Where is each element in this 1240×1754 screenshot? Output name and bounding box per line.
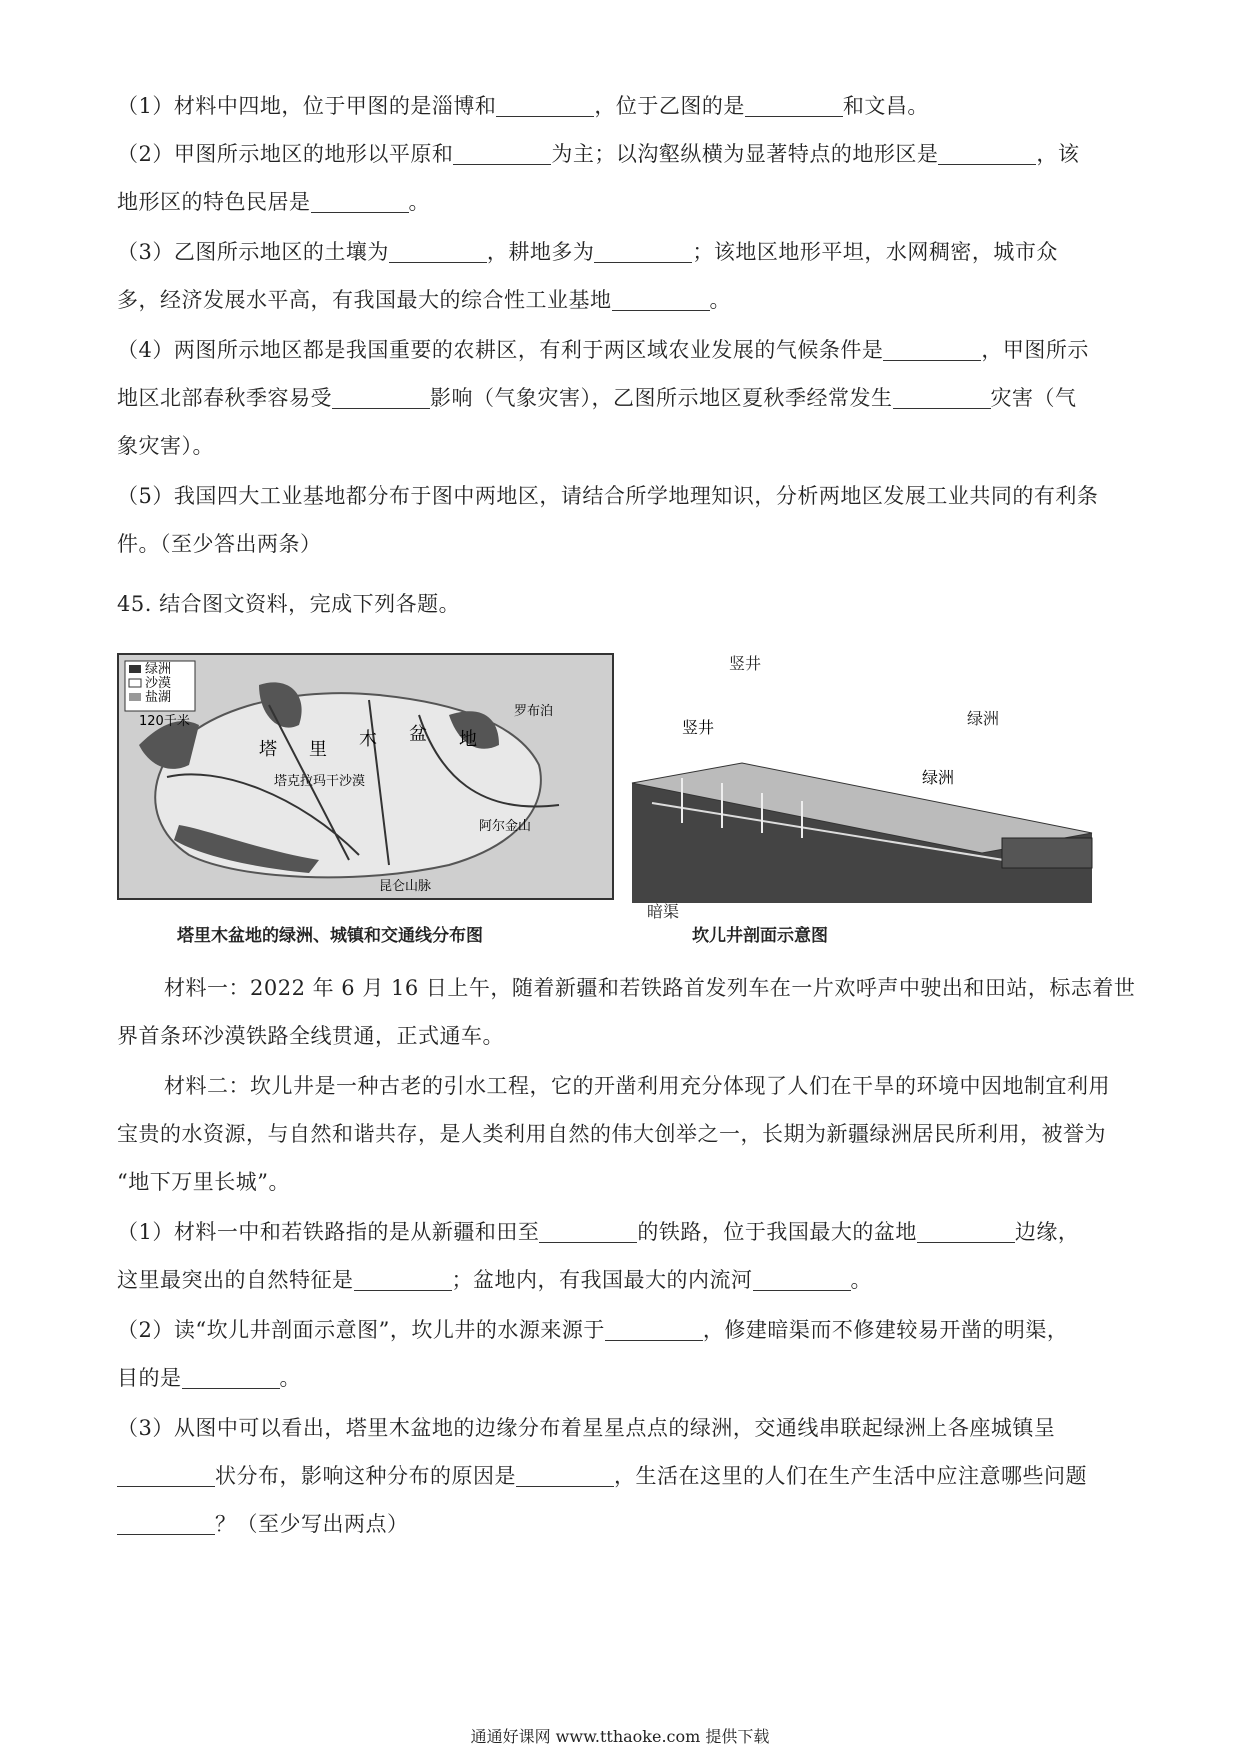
material2-line3: “地下万里长城”。 [117, 1170, 290, 1194]
answer-blank[interactable] [893, 386, 991, 409]
answer-blank[interactable] [594, 240, 692, 263]
answer-blank[interactable] [332, 386, 430, 409]
q44-part1: （1）材料中四地，位于甲图的是淄博和 ，位于乙图的是 和文昌。 [117, 94, 929, 118]
map-caption: 塔里木盆地的绿洲、城镇和交通线分布图 [177, 926, 483, 946]
answer-blank[interactable] [539, 1220, 637, 1243]
q45-part3-line1: （3）从图中可以看出，塔里木盆地的边缘分布着星星点点的绿洲，交通线串联起绿洲上各座城镇呈 [117, 1416, 1056, 1440]
q44-part5-line1: （5）我国四大工业基地都分布于图中两地区，请结合所学地理知识，分析两地区发展工业共同的有利条 [117, 484, 1099, 508]
map-label-mu: 木 [359, 729, 377, 750]
label-shaft-text: 竖井 [729, 654, 762, 673]
answer-blank[interactable] [516, 1464, 614, 1487]
answer-blank[interactable] [883, 338, 981, 361]
map-label-pen: 盆 [409, 724, 427, 745]
section-caption: 坎儿井剖面示意图 [692, 926, 828, 946]
legend-salt-lake: 盐湖 [145, 690, 172, 705]
tarim-map [117, 653, 614, 900]
material1-line2: 界首条环沙漠铁路全线贯通，正式通车。 [117, 1024, 504, 1048]
label-shaft: 竖井 [682, 718, 715, 737]
answer-blank[interactable] [612, 288, 710, 311]
answer-blank[interactable] [117, 1512, 215, 1535]
q45-part1-line2: 这里最突出的自然特征是 ；盆地内，有我国最大的内流河 。 [117, 1268, 872, 1292]
map-label-lopnur: 罗布泊 [514, 704, 554, 719]
q44-part2-line1: （2）甲图所示地区的地形以平原和 为主；以沟壑纵横为显著特点的地形区是 ，该 [117, 142, 1080, 166]
q45-part3-line3: ？（至少写出两点） [117, 1510, 409, 1538]
answer-blank[interactable] [496, 94, 594, 117]
q44-part4-line3: 象灾害）。 [117, 434, 214, 458]
answer-blank[interactable] [182, 1366, 280, 1389]
answer-blank[interactable] [938, 142, 1036, 165]
q45-part3-line2: 状分布，影响这种分布的原因是 ，生活在这里的人们在生产生活中应注意哪些问题 [117, 1462, 1087, 1490]
answer-blank[interactable] [453, 142, 551, 165]
material2-line1: 材料二：坎儿井是一种古老的引水工程，它的开凿利用充分体现了人们在干旱的环境中因地制宜利用 [164, 1074, 1110, 1098]
map-label-ta: 塔 [259, 739, 277, 760]
q44-part5-line2: 件。（至少答出两条） [117, 532, 322, 556]
q44-part2-line2: 地形区的特色民居是 。 [117, 190, 430, 214]
footer: 通通好课网 www.tthaoke.com 提供下载 [470, 1727, 770, 1746]
q44-part4-line2: 地区北部春秋季容易受 影响（气象灾害），乙图所示地区夏秋季经常发生 灾害（气 [117, 386, 1077, 410]
label-tunnel-text: 暗渠 [647, 902, 680, 921]
legend-oasis: 绿洲 [145, 662, 172, 677]
material1-line1: 材料一：2022 年 6 月 16 日上午，随着新疆和若铁路首发列车在一片欢呼声中驶出和田站，标志着世 [164, 976, 1136, 1000]
answer-blank[interactable] [753, 1268, 851, 1291]
karez-illustration [622, 718, 1092, 903]
map-illustration [119, 655, 612, 898]
answer-blank[interactable] [117, 1464, 215, 1487]
answer-blank[interactable] [917, 1220, 1015, 1243]
map-label-kunlun: 昆仑山脉 [379, 879, 432, 894]
q45-intro: 45. 结合图文资料，完成下列各题。 [117, 592, 461, 616]
material2-line2: 宝贵的水资源，与自然和谐共存，是人类利用自然的伟大创举之一，长期为新疆绿洲居民所利用，被誉为 [117, 1122, 1106, 1146]
answer-blank[interactable] [745, 94, 843, 117]
answer-blank[interactable] [389, 240, 487, 263]
answer-blank[interactable] [605, 1318, 703, 1341]
answer-blank[interactable] [311, 190, 409, 213]
q44-part3-line1: （3）乙图所示地区的土壤为 ，耕地多为 ；该地区地形平坦，水网稠密，城市众 [117, 240, 1058, 264]
scale-label: 120千米 [139, 714, 190, 729]
map-label-li: 里 [309, 739, 327, 760]
map-label-desert: 塔克拉玛干沙漠 [274, 774, 366, 789]
q45-part2-line1: （2）读“坎儿井剖面示意图”，坎儿井的水源来源于 ，修建暗渠而不修建较易开凿的明渠， [117, 1318, 1069, 1342]
map-label-altun: 阿尔金山 [479, 819, 532, 834]
figures [117, 653, 1117, 953]
map-label-di: 地 [459, 729, 477, 750]
karez-section [622, 718, 1092, 893]
q45-part2-line2: 目的是 。 [117, 1366, 301, 1390]
answer-blank[interactable] [354, 1268, 452, 1291]
q45-part1-line1: （1）材料一中和若铁路指的是从新疆和田至 的铁路，位于我国最大的盆地 边缘， [117, 1220, 1080, 1244]
q44-part3-line2: 多，经济发展水平高，有我国最大的综合性工业基地 。 [117, 288, 731, 312]
legend-desert: 沙漠 [145, 676, 172, 691]
label-oasis-text: 绿洲 [967, 709, 1000, 728]
q44-part4-line1: （4）两图所示地区都是我国重要的农耕区，有利于两区域农业发展的气候条件是 ，甲图所示 [117, 338, 1089, 362]
label-oasis: 绿洲 [922, 768, 955, 787]
